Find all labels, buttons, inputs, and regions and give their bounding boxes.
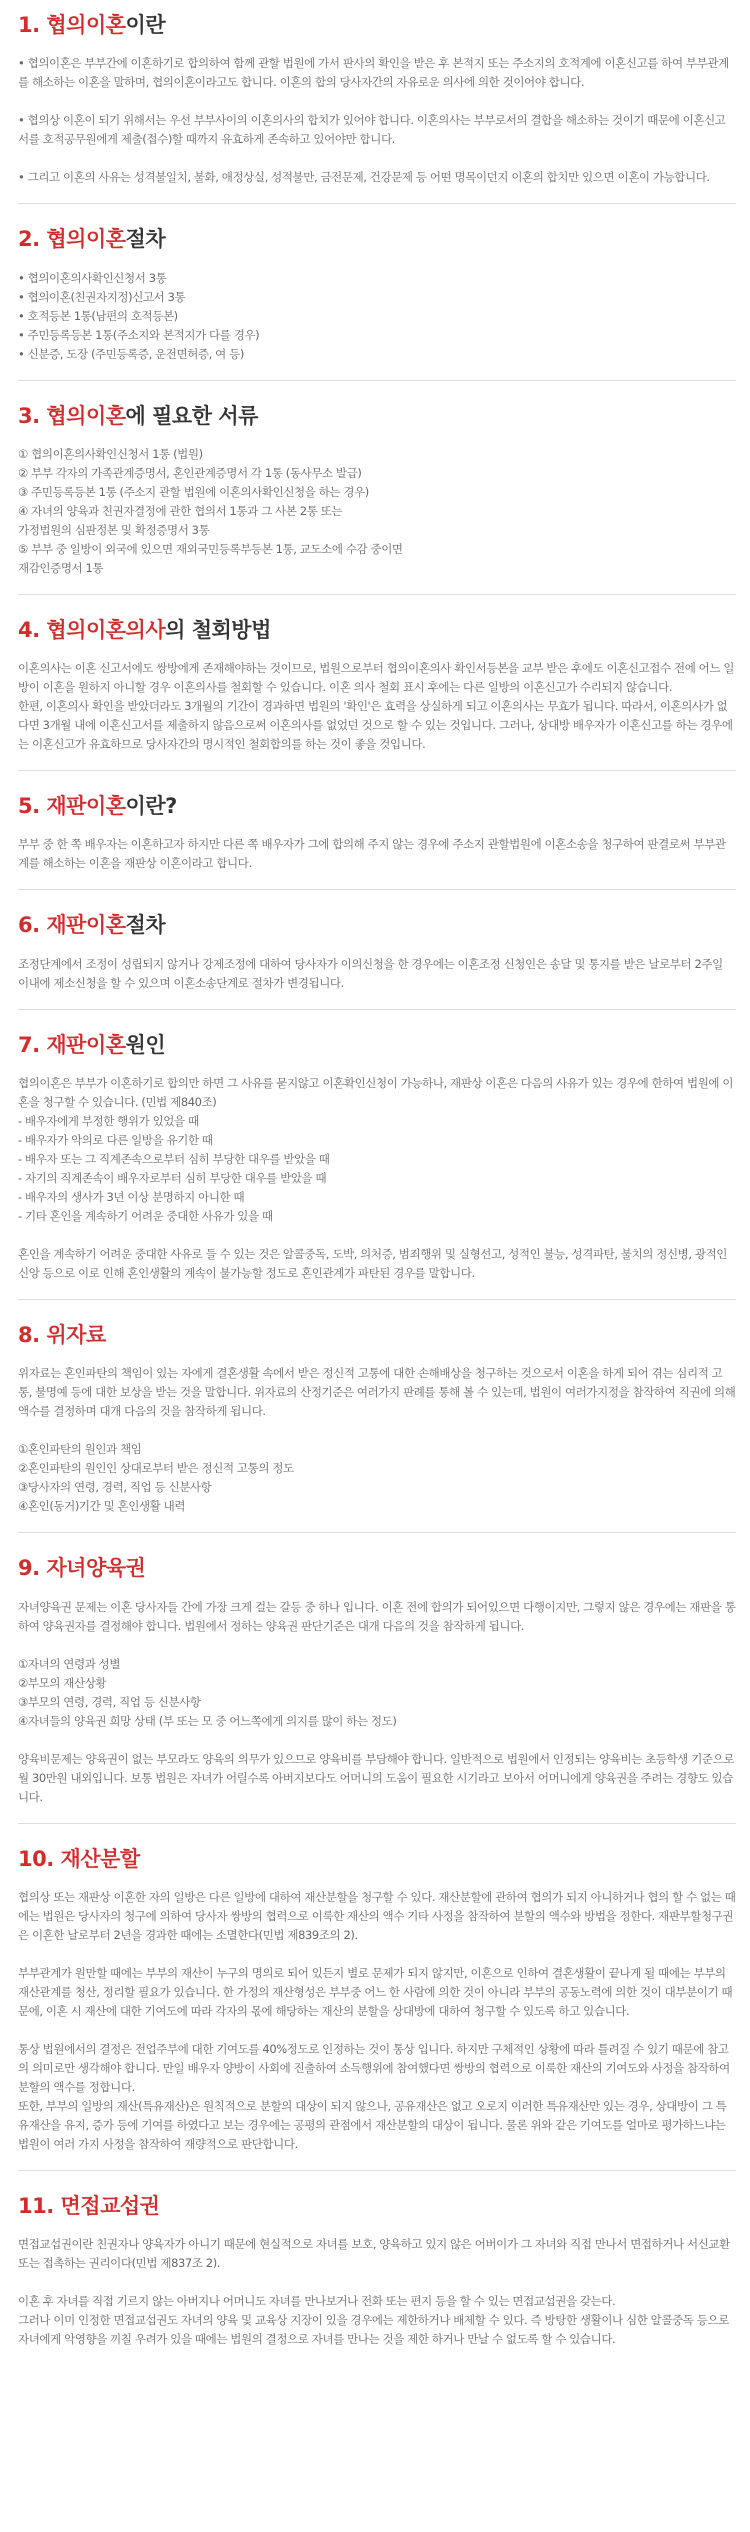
section-title — [18, 793, 736, 820]
line-item: ④ 자녀의 양육과 친권자결정에 관한 협의서 1통과 그 사본 2통 또는 — [18, 503, 343, 518]
line-list — [18, 1364, 736, 1516]
paragraph: 협의상 또는 재판상 이혼한 자의 일방은 다른 일방에 대하여 재산분할을 청구할 수 있다. 재산분할에 관하여 협의가 되지 아니하거나 협의 할 수 없는 때에는 법원은 당사자의 청구에 의하여 당사자 쌍방의 협력으로 이룩한 재산의 액수 기타 사정을 참작하여 분할의 액수와 방법을 정한다. 재판부할청구권은 이혼한 날로부터 2년을 경과한 때에는 소멸한다(민법 제839조의 2). — [18, 1889, 736, 1942]
section-title-highlight: 1. 협의이혼 — [18, 13, 126, 37]
line-item: ③당사자의 연령, 경력, 직업 등 신분사항 — [18, 1480, 212, 1495]
section-title-rest: 이란? — [125, 794, 177, 819]
section-4 — [18, 617, 736, 771]
line-item: ②혼인파탄의 원인인 상대로부터 받은 정신적 고통의 정도 — [18, 1461, 294, 1476]
section-10 — [18, 1846, 736, 2171]
section-9 — [18, 1555, 736, 1823]
line-item: ①혼인파탄의 원인과 책임 — [18, 1442, 142, 1457]
section-11 — [18, 2193, 736, 2365]
section-title — [18, 1846, 736, 1873]
line-list — [18, 445, 736, 578]
section-2 — [18, 226, 736, 380]
section-1 — [18, 12, 736, 204]
line-item: ①자녀의 연령과 성별 — [18, 1656, 121, 1671]
line-item: • 주민등록등본 1통(주소지와 본적지가 다를 경우) — [18, 327, 260, 342]
line-item: 재감인증명서 1통 — [18, 560, 104, 575]
paragraph: 조정단계에서 조정이 성립되지 않거나 강제조정에 대하여 당사자가 이의신청을 한 경우에는 이혼조정 신청인은 송달 및 통지를 받은 날로부터 2주일 이내에 제소신청을 할 수 있으며 이혼소송단계로 절차가 변경됩니다. — [18, 956, 723, 990]
section-title-highlight: 11. 면접교섭권 — [18, 2193, 160, 2218]
line-list — [18, 269, 736, 364]
paragraph: 부부 중 한 쪽 배우자는 이혼하고자 하지만 다른 쪽 배우자가 그에 합의해 주지 않는 경우에 주소지 관할법원에 이혼소송을 청구하여 판결로써 부부관계를 해소하는 이혼을 재판상 이혼이라고 합니다. — [18, 837, 726, 871]
section-title-highlight: 10. 재산분할 — [18, 1846, 140, 1871]
section-title — [18, 912, 736, 939]
section-title — [18, 1032, 736, 1059]
section-8 — [18, 1322, 736, 1533]
line-item: • 협의이혼(친권자지정)신고서 3통 — [18, 289, 186, 304]
section-title-rest: 원인 — [125, 1032, 166, 1057]
section-title — [18, 12, 736, 39]
section-title — [18, 2193, 736, 2220]
paragraph-list — [18, 955, 736, 993]
section-title — [18, 1322, 736, 1349]
line-item: 양육비문제는 양육권이 없는 부모라도 양육의 의무가 있으므로 양육비를 부담해야 합니다. 일반적으로 법원에서 인정되는 양육비는 초등학생 기준으로 월 30만원 내외입니다. 보통 법원은 자녀가 어릴수록 아버지보다도 어머니의 도움이 필요한 시기라고 보아서 어머니에게 양육권을 주려는 경향도 있습니다. — [18, 1751, 735, 1804]
bullet-list — [18, 54, 736, 187]
paragraph: 이혼의사는 이혼 신고서에도 쌍방에게 존재해야하는 것이므로, 법원으로부터 협의이혼의사 확인서등본을 교부 받은 후에도 이혼신고접수 전에 어느 일방이 이혼을 원하지 아니할 경우 이혼의사를 철회할 수 있습니다. 이혼 의사 철회 표시 후에는 다른 일방의 이혼신고가 수리되지 않습니다. 한편, 이혼의사 확인을 받았더라도 3개월의 기간이 경과하면 법원의 '확인'은 효력을 상실하게 되고 이혼의사는 무효가 됩니다. 따라서, 이혼의사가 없다면 3개월 내에 이혼신고서를 제출하지 않음으로써 이혼의사를 없었던 것으로 할 수 있는 것입니다. 그러나, 상대방 배우자가 이혼신고를 하는 경우에는 이혼신고가 유효하므로 당사자간의 명시적인 철회합의를 하는 것이 좋을 것입니다. — [18, 661, 735, 752]
line-item: ⑤ 부부 중 일방이 외국에 있으면 재외국민등록부등본 1통, 교도소에 수감 중이면 — [18, 541, 403, 556]
section-title-highlight: 8. 위자료 — [18, 1323, 106, 1348]
section-title-highlight: 2. 협의이혼 — [18, 227, 126, 252]
section-title — [18, 1555, 736, 1582]
bullet-item: • 협의상 이혼이 되기 위해서는 우선 부부사이의 이혼의사의 합치가 있어야 합니다. 이혼의사는 부부로서의 결합을 해소하는 것이기 때문에 이혼신고서를 호적공무원에게 제출(접수)할 때까지 유효하게 존속하고 있어야만 합니다. — [18, 113, 726, 147]
line-item: - 배우자 또는 그 직계존속으로부터 심히 부당한 대우를 받았을 때 — [18, 1152, 330, 1167]
line-item: ③ 주민등록등본 1통 (주소지 관할 법원에 이혼의사확인신청을 하는 경우) — [18, 484, 369, 499]
section-title-highlight: 7. 재판이혼 — [18, 1032, 126, 1057]
section-title — [18, 403, 736, 430]
section-title-highlight: 3. 협의이혼 — [18, 403, 126, 428]
section-title-highlight: 9. 자녀양육권 — [18, 1556, 146, 1581]
line-item: • 협의이혼의사확인신청서 3통 — [18, 270, 167, 285]
section-title — [18, 617, 736, 644]
section-title-rest: 에 필요한 서류 — [125, 403, 258, 428]
line-item: ③부모의 연령, 경력, 직업 등 신분사항 — [18, 1694, 201, 1709]
section-5 — [18, 793, 736, 890]
section-title-highlight: 5. 재판이혼 — [18, 794, 126, 819]
line-item: 가정법원의 심판정본 및 확정증명서 3통 — [18, 522, 210, 537]
line-item: • 호적등본 1통(남편의 호적등본) — [18, 308, 178, 323]
line-item: 혼인을 계속하기 어려운 중대한 사유로 들 수 있는 것은 알콜중독, 도박, 의처증, 범죄행위 및 실형선고, 성적인 불능, 성격파탄, 불치의 정신병, 광적인 신앙 등으로 이로 인해 혼인생활의 계속이 불가능할 정도로 혼인관계가 파탄된 경우를 말합니다. — [18, 1247, 728, 1281]
section-6 — [18, 912, 736, 1009]
paragraph-list — [18, 659, 736, 754]
bullet-item: • 그리고 이혼의 사유는 성격불일치, 불화, 애정상실, 성적불만, 금전문제, 건강문제 등 어떤 명목이던지 이혼의 합치만 있으면 이혼이 가능합니다. — [18, 170, 710, 185]
line-item: ②부모의 재산상황 — [18, 1675, 107, 1690]
section-3 — [18, 403, 736, 595]
paragraph: 통상 법원에서의 결정은 전업주부에 대한 기여도를 40%정도로 인정하는 것이 통상 입니다. 하지만 구체적인 상황에 따라 틀려질 수 있기 때문에 참고의 의미로만 생각해야 합니다. 만일 배우자 양방이 사회에 진출하여 소득행위에 참여했다면 쌍방의 협력으로 이룩한 재산의 기여도와 사정을 참작하여 분할의 액수를 정합니다. 또한, 부부의 일방의 재산(특유재산)은 원칙적으로 분할의 대상이 되지 않으나, 공유재산은 없고 오로지 이러한 특유재산만 있는 경우, 상대방이 그 특유재산을 유지, 증가 등에 기여를 하였다고 보는 경우에는 공평의 관점에서 재산분할의 대상이 됩니다. 물론 위와 같은 기여도를 얼마로 평가하느냐는 법원이 여러 가지 사정을 참작하여 재량적으로 판단합니다. — [18, 2041, 730, 2151]
paragraph-list — [18, 835, 736, 873]
line-item: 위자료는 혼인파탄의 책임이 있는 자에게 결혼생활 속에서 받은 정신적 고통에 대한 손해배상을 청구하는 것으로서 이혼을 하게 되어 겪는 심리적 고통, 불명예 등에 대한 보상을 받는 것을 말합니다. 위자료의 산정기준은 여러가지 판례를 통해 볼 수 있는데, 법원이 여러가지정을 참작하여 직권에 의해 액수를 결정하며 대개 다음의 것을 참작하게 됩니다. — [18, 1366, 736, 1419]
line-list — [18, 1074, 736, 1283]
line-item: - 배우자에게 부정한 행위가 있었을 때 — [18, 1114, 199, 1129]
paragraph-list — [18, 1888, 736, 2154]
line-item: ④혼인(동거)기간 및 혼인생활 내력 — [18, 1499, 186, 1514]
paragraph-list — [18, 2235, 736, 2349]
line-item: - 배우자가 악의로 다른 일방을 유기한 때 — [18, 1133, 213, 1148]
line-item: 자녀양육권 문제는 이혼 당사자들 간에 가장 크게 걸는 갈등 중 하나 입니다. 이혼 전에 합의가 되어있으면 다행이지만, 그렇지 않은 경우에는 재판을 통하여 양육권자를 결정해야 합니다. 법원에서 정하는 양육권 판단기준은 대개 다음의 것을 참작하게 됩니다. — [18, 1599, 736, 1633]
section-title-rest: 의 철회방법 — [165, 617, 271, 642]
section-title-highlight: 4. 협의이혼의사 — [18, 617, 166, 642]
section-title-rest: 이란 — [125, 13, 166, 37]
section-title — [18, 226, 736, 253]
line-item: ② 부부 각자의 가족관계증명서, 혼인관계증명서 각 1통 (동사무소 발급) — [18, 465, 362, 480]
line-item: - 기타 혼인을 계속하기 어려운 중대한 사유가 있을 때 — [18, 1209, 273, 1224]
paragraph: 부부관계가 원만할 때에는 부부의 재산이 누구의 명의로 되어 있든지 별로 문제가 되지 않지만, 이혼으로 인하여 결혼생활이 끝나게 될 때에는 부부의 재산관계를 청산, 정리할 필요가 있습니다. 한 가정의 재산형성은 부부중 어느 한 사람에 의한 것이 아니라 부부의 공동노력에 의한 것이 대부분이기 때문에, 이혼 시 재산에 대한 기여도에 따라 각자의 몫에 해당하는 재산의 분할을 상대방에 대하여 청구할 수 있도록 하고 있습니다. — [18, 1965, 733, 2018]
line-item: 협의이혼은 부부가 이혼하기로 합의만 하면 그 사유를 묻지않고 이혼확인신청이 가능하나, 재판상 이혼은 다음의 사유가 있는 경우에 한하여 법원에 이혼을 청구할 수 있습니다. (민법 제840조) — [18, 1076, 734, 1110]
line-list — [18, 1598, 736, 1807]
line-item: • 신분증, 도장 (주민등록증, 운전면허증, 여 등) — [18, 346, 244, 361]
paragraph: 이혼 후 자녀를 직접 기르지 않는 아버지나 어머니도 자녀를 만나보거나 전화 또는 편지 등을 할 수 있는 면접교섭권을 갖는다. 그러나 이미 인정한 면접교섭권도 자녀의 양육 및 교육상 지장이 있을 경우에는 제한하거나 배제할 수 있다. 즉 방탕한 생활이나 심한 알콜중독 등으로 자녀에게 악영향을 끼칠 우려가 있을 때에는 법원의 결정으로 자녀를 만나는 것을 제한 하거나 만날 수 없도록 할 수 있습니다. — [18, 2294, 729, 2347]
line-item: - 자기의 직계존속이 배우자로부터 심히 부당한 대우를 받았을 때 — [18, 1171, 327, 1186]
line-item: - 배우자의 생사가 3년 이상 분명하지 아니한 때 — [18, 1190, 245, 1205]
section-title-rest: 절차 — [125, 227, 166, 252]
bullet-item: • 협의이혼은 부부간에 이혼하기로 합의하여 함께 관할 법원에 가서 판사의 확인을 받은 후 본적지 또는 주소지의 호적계에 이혼신고를 하여 부부관계를 해소하는 이혼을 말하며, 협의이혼이라고도 합니다. 이혼의 합의 당사자간의 자유로운 의사에 의한 것이어야 합니다. — [18, 56, 729, 90]
section-7 — [18, 1032, 736, 1300]
section-title-highlight: 6. 재판이혼 — [18, 913, 126, 938]
paragraph: 면접교섭권이란 친권자나 양육자가 아니기 때문에 현실적으로 자녀를 보호, 양육하고 있지 않은 어버이가 그 자녀와 직접 만나서 면접하거나 서신교환 또는 접촉하는 권리이다(민법 제837조 2). — [18, 2237, 730, 2271]
line-item: ④자녀들의 양육권 희망 상태 (부 또는 모 중 어느쪽에게 의지를 많이 하는 정도) — [18, 1713, 397, 1728]
line-item: ① 협의이혼의사확인신청서 1통 (법원) — [18, 446, 203, 461]
section-title-rest: 절차 — [125, 913, 166, 938]
